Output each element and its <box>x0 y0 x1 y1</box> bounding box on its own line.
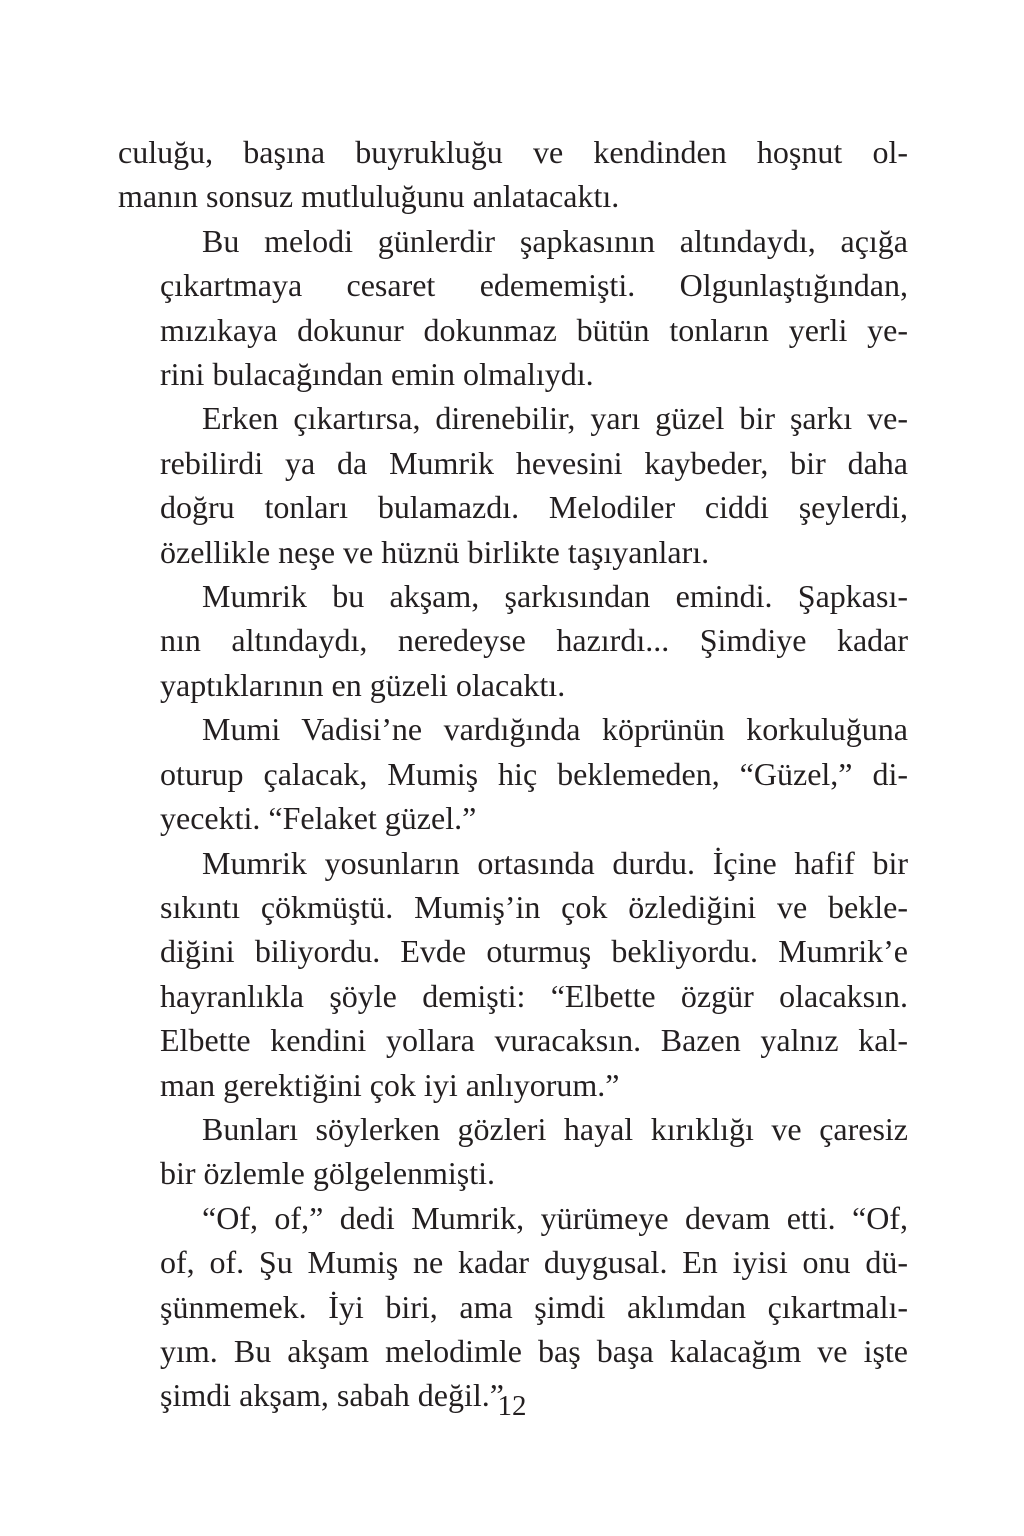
text-line: özellikle neşe ve hüznü birlikte taşıyanları. <box>160 533 710 570</box>
text-line: yecekti. “Felaket güzel.” <box>160 800 477 837</box>
text-line: “Of, of,” dedi Mumrik, yürümeye devam etti. “Of, <box>202 1199 908 1236</box>
text-line: of, of. Şu Mumiş ne kadar duygusal. En iyisi onu dü- <box>160 1244 908 1281</box>
text-line: nın altındaydı, neredeyse hazırdı... Şimdiye kadar <box>160 622 908 659</box>
text-line: Mumrik yosunların ortasında durdu. İçine hafif bir <box>202 844 908 881</box>
paragraph <box>118 841 908 1107</box>
text-line: Bunları söylerken gözleri hayal kırıklığı ve çaresiz <box>202 1110 908 1147</box>
paragraph <box>118 396 908 574</box>
text-line: diğini biliyordu. Evde oturmuş bekliyordu. Mumrik’e <box>160 933 908 970</box>
text-line: sıkıntı çökmüştü. Mumiş’in çok özlediğini ve bekle- <box>160 888 908 925</box>
text-line: Mumrik bu akşam, şarkısından emindi. Şapkası- <box>202 578 908 615</box>
text-line: Erken çıkartırsa, direnebilir, yarı güzel bir şarkı ve- <box>202 400 908 437</box>
text-line: oturup çalacak, Mumiş hiç beklemeden, “Güzel,” di- <box>160 755 908 792</box>
paragraph <box>118 130 908 219</box>
text-line: mızıkaya dokunur dokunmaz bütün tonların yerli ye- <box>160 311 908 348</box>
text-line: manın sonsuz mutluluğunu anlatacaktı. <box>118 178 620 215</box>
text-line: Mumi Vadisi’ne vardığında köprünün korkuluğuna <box>202 711 908 748</box>
book-page-text <box>118 130 908 1418</box>
text-line: çıkartmaya cesaret edememişti. Olgunlaştığından, <box>160 267 908 304</box>
text-line: şimdi akşam, sabah değil.” <box>160 1377 504 1414</box>
page-number: 12 <box>497 1390 527 1422</box>
text-line: rini bulacağından emin olmalıydı. <box>160 356 594 393</box>
text-line: rebilirdi ya da Mumrik hevesini kaybeder, bir daha <box>160 444 908 481</box>
text-line: Elbette kendini yollara vuracaksın. Bazen yalnız kal- <box>160 1022 908 1059</box>
text-line: yım. Bu akşam melodimle baş başa kalacağım ve işte <box>160 1332 908 1369</box>
text-line: man gerektiğini çok iyi anlıyorum.” <box>160 1066 620 1103</box>
paragraph <box>118 1196 908 1418</box>
paragraph <box>118 574 908 707</box>
paragraph <box>118 707 908 840</box>
paragraph <box>118 219 908 397</box>
text-line: doğru tonları bulamazdı. Melodiler ciddi şeylerdi, <box>160 489 908 526</box>
text-line: hayranlıkla şöyle demişti: “Elbette özgür olacaksın. <box>160 977 908 1014</box>
text-line: Bu melodi günlerdir şapkasının altındaydı, açığa <box>202 222 908 259</box>
text-line: şünmemek. İyi biri, ama şimdi aklımdan çıkartmalı- <box>160 1288 908 1325</box>
text-line: culuğu, başına buyrukluğu ve kendinden hoşnut ol- <box>118 134 908 170</box>
text-line: yaptıklarının en güzeli olacaktı. <box>160 666 566 703</box>
paragraph <box>118 1107 908 1196</box>
text-line: bir özlemle gölgelenmişti. <box>160 1155 496 1192</box>
